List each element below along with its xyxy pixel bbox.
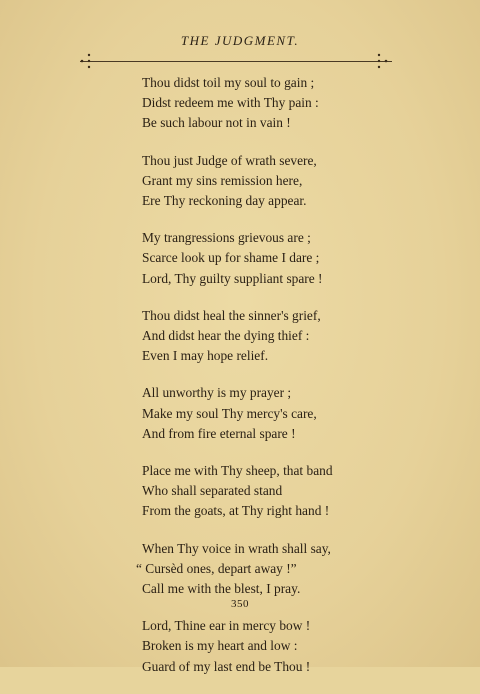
verse-line: All unworthy is my prayer ;	[142, 385, 292, 401]
verse-line: And didst hear the dying thief :	[142, 328, 310, 344]
stanza	[142, 461, 392, 522]
header-rule	[80, 61, 392, 62]
verse-line: Guard of my last end be Thou !	[142, 658, 311, 674]
verse-line: Who shall separated stand	[142, 483, 283, 499]
verse-line: Ere Thy reckoning day appear.	[142, 193, 307, 209]
stanza	[142, 306, 392, 367]
verse-line: And from fire eternal spare !	[142, 425, 296, 441]
verse-line: Broken is my heart and low :	[142, 638, 298, 654]
verse-line: Thou didst heal the sinner's grief,	[142, 307, 321, 323]
running-title: THE JUDGMENT.	[180, 33, 300, 48]
verse-line: Scarce look up for shame I dare ;	[142, 250, 320, 266]
verse-line: Place me with Thy sheep, that band	[142, 463, 333, 479]
verse-line: “ Cursèd ones, depart away !”	[136, 560, 297, 576]
verse-line: Lord, Thine ear in mercy bow !	[142, 618, 311, 634]
stanza	[142, 73, 392, 134]
verse-line: Grant my sins remission here,	[142, 172, 303, 188]
dotted-ornament-icon	[80, 51, 92, 71]
verse-line: Didst redeem me with Thy pain :	[142, 95, 319, 111]
page-number: 350	[231, 598, 249, 610]
stanza	[136, 539, 392, 600]
stanza	[142, 228, 392, 289]
verse-line: My trangressions grievous are ;	[142, 230, 311, 246]
verse-line: Thou just Judge of wrath severe,	[142, 152, 317, 168]
verse-line: When Thy voice in wrath shall say,	[142, 540, 331, 556]
verse-line: From the goats, at Thy right hand !	[142, 503, 330, 519]
stanza	[142, 383, 392, 444]
verse-line: Even I may hope relief.	[142, 348, 269, 364]
stanza	[142, 151, 392, 212]
verse-line: Call me with the blest, I pray.	[142, 581, 301, 597]
stanza	[142, 616, 392, 677]
verse-line: Make my soul Thy mercy's care,	[142, 405, 317, 421]
verse-line: Be such labour not in vain !	[142, 115, 291, 131]
verse-line: Thou didst toil my soul to gain ;	[142, 75, 315, 90]
verse-line: Lord, Thy guilty suppliant spare !	[142, 270, 323, 286]
dotted-ornament-icon	[376, 51, 388, 71]
